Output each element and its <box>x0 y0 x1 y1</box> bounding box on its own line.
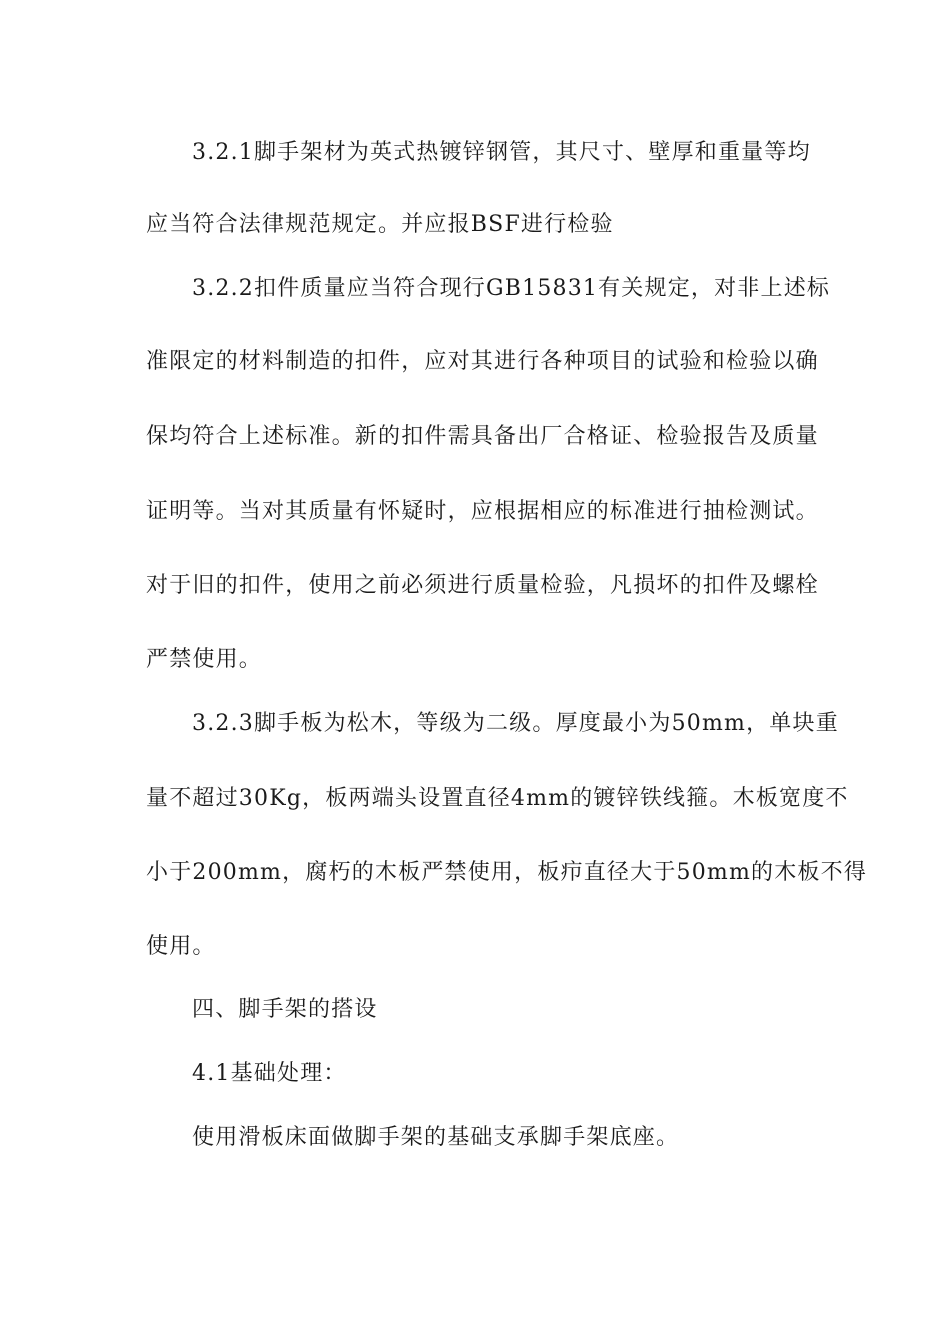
section-heading-4: 四、脚手架的搭设 <box>192 997 378 1022</box>
subsection-heading-4-1: 4.1基础处理： <box>192 1061 347 1086</box>
paragraph-3-2-3-line-1: 3.2.3脚手板为松木，等级为二级。厚度最小为50mm，单块重 <box>192 711 839 736</box>
paragraph-3-2-2-line-5: 对于旧的扣件，使用之前必须进行质量检验，凡损坏的扣件及螺栓 <box>146 573 819 598</box>
paragraph-3-2-2-line-3: 保均符合上述标准。新的扣件需具备出厂合格证、检验报告及质量 <box>146 424 819 449</box>
paragraph-3-2-1-line-2: 应当符合法律规范规定。并应报BSF进行检验 <box>146 212 614 237</box>
paragraph-4-1-line-1: 使用滑板床面做脚手架的基础支承脚手架底座。 <box>192 1125 680 1150</box>
paragraph-3-2-1-line-1: 3.2.1脚手架材为英式热镀锌钢管，其尺寸、壁厚和重量等均 <box>192 140 811 165</box>
paragraph-3-2-2-line-4: 证明等。当对其质量有怀疑时，应根据相应的标准进行抽检测试。 <box>146 499 819 524</box>
paragraph-3-2-3-line-2: 量不超过30Kg，板两端头设置直径4mm的镀锌铁线箍。木板宽度不 <box>146 786 849 811</box>
paragraph-3-2-2-line-1: 3.2.2扣件质量应当符合现行GB15831有关规定，对非上述标 <box>192 276 831 301</box>
paragraph-3-2-2-line-2: 准限定的材料制造的扣件，应对其进行各种项目的试验和检验以确 <box>146 349 819 374</box>
paragraph-3-2-3-line-3: 小于200mm，腐朽的木板严禁使用，板疖直径大于50mm的木板不得 <box>146 860 868 885</box>
paragraph-3-2-2-line-6: 严禁使用。 <box>146 647 263 672</box>
paragraph-3-2-3-line-4: 使用。 <box>146 934 216 959</box>
